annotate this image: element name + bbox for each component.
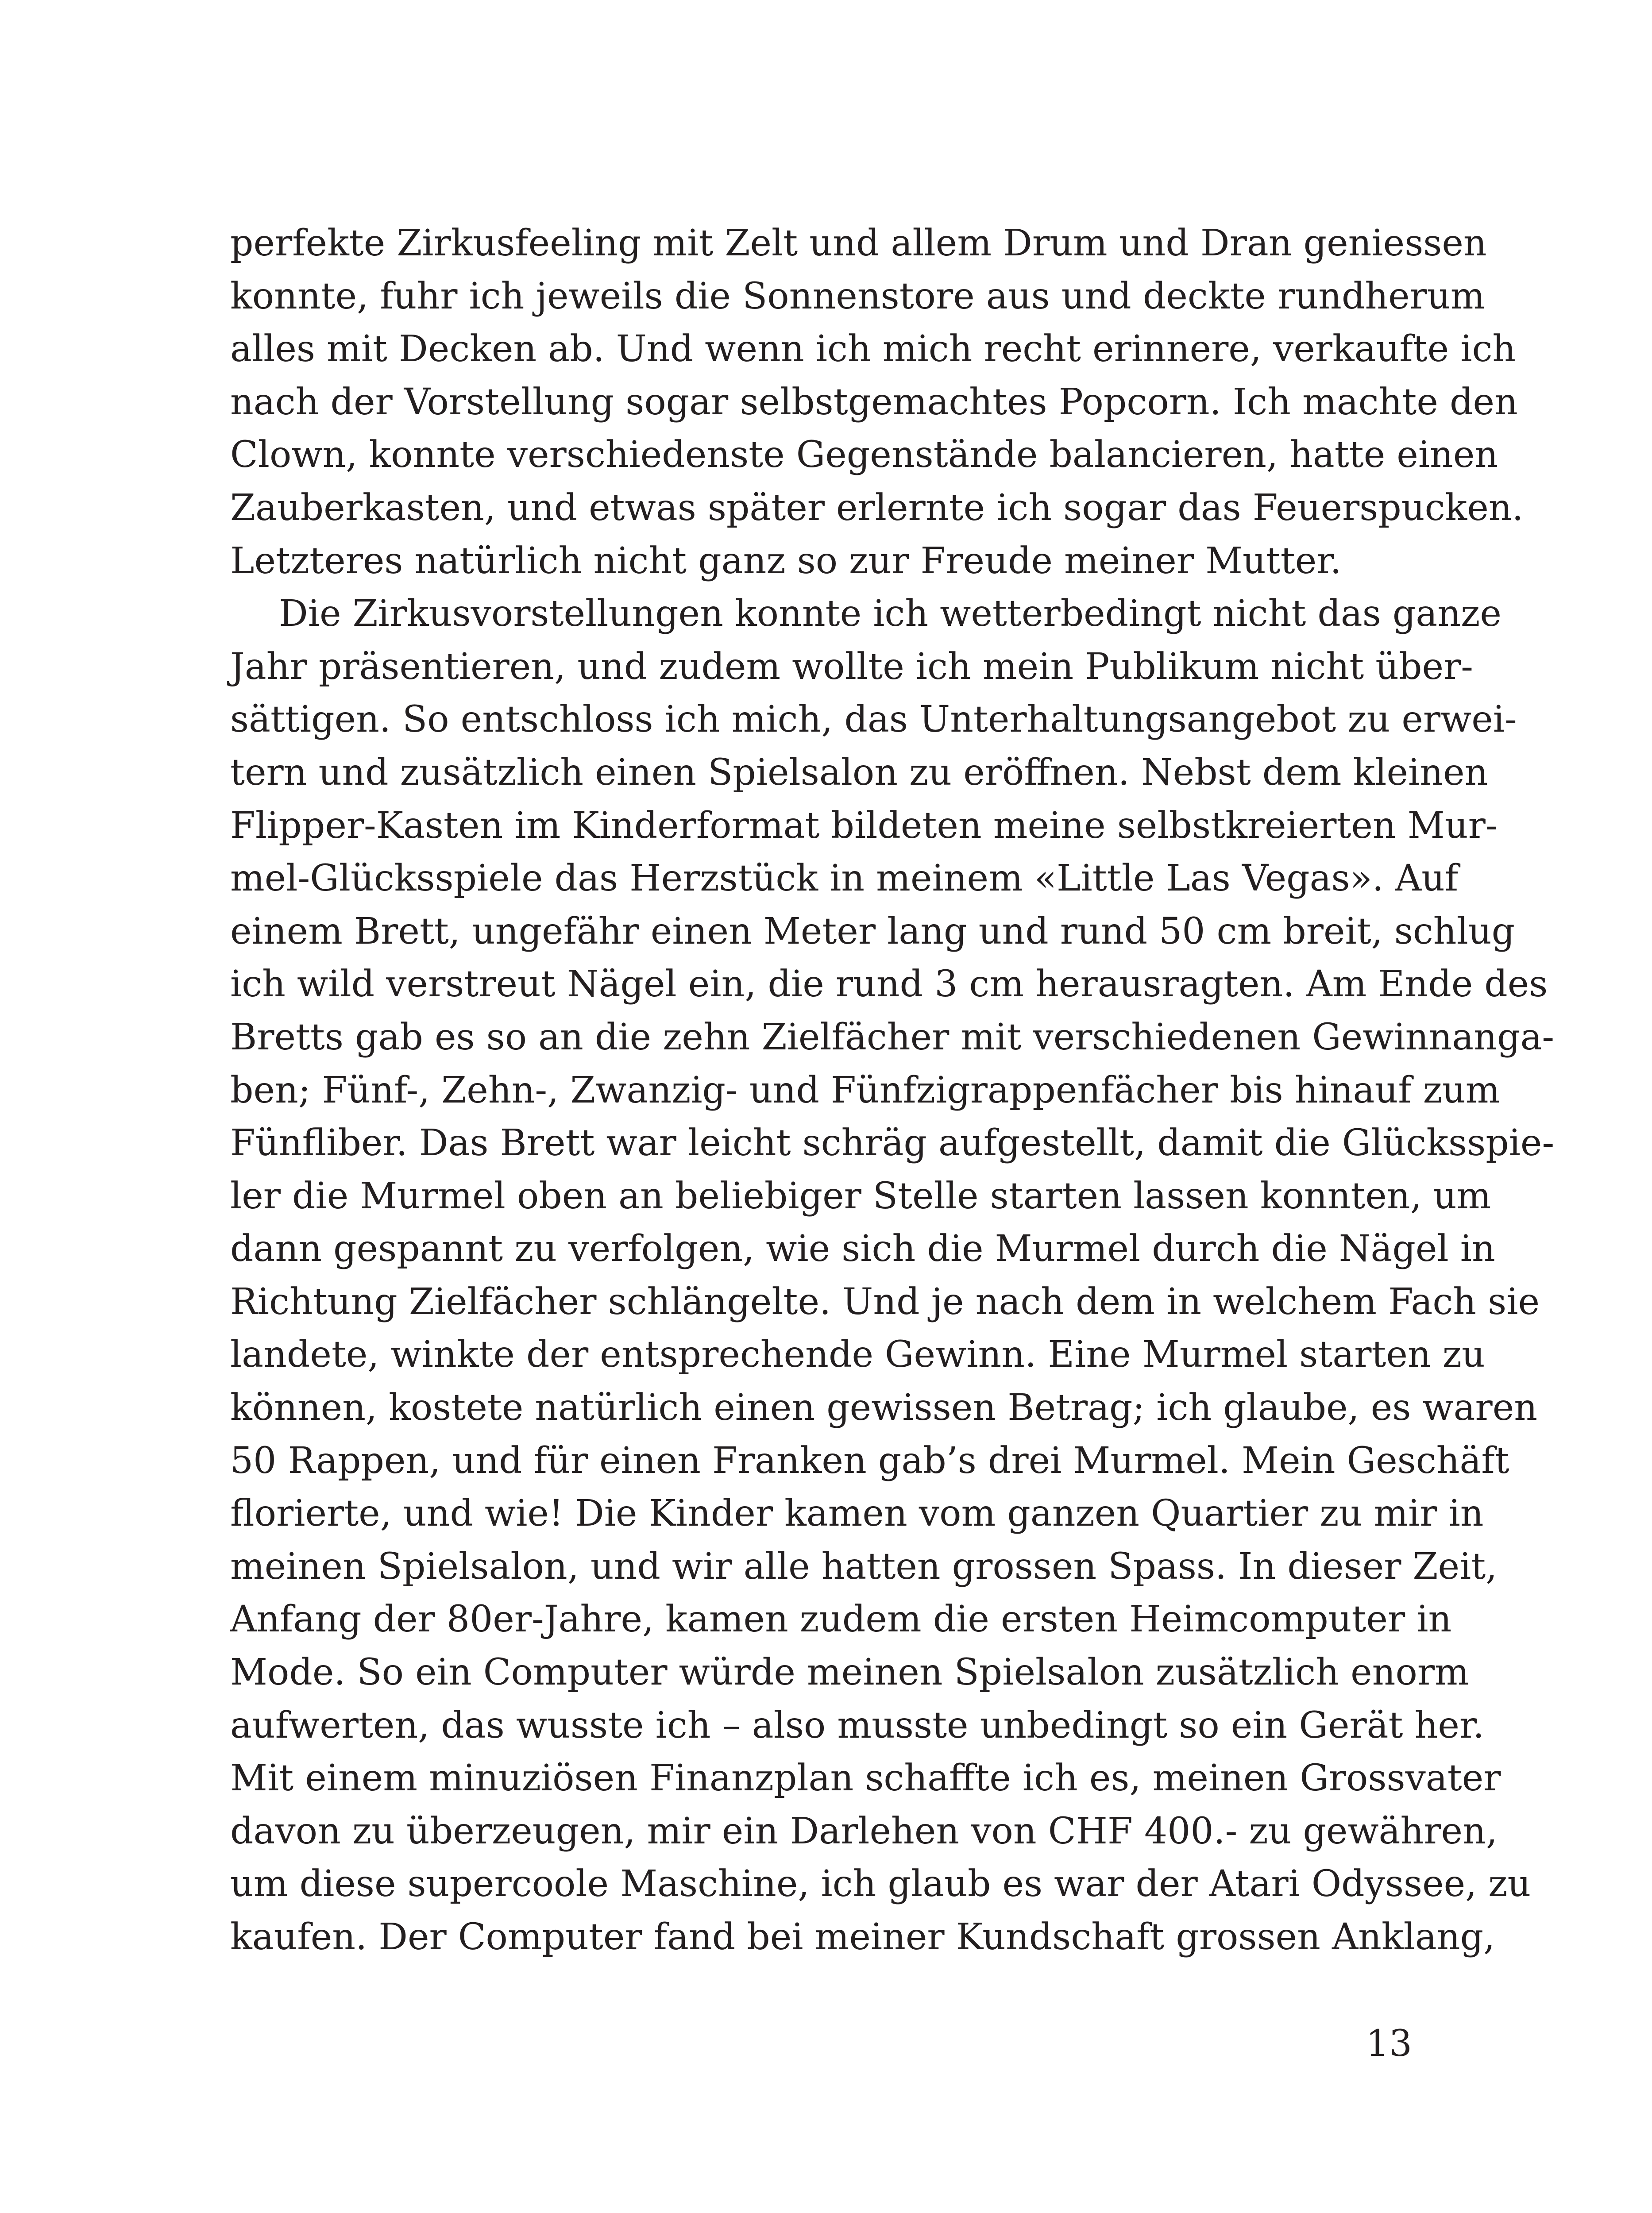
text-line: Jahr präsentieren, und zudem wollte ich mein Publikum nicht über- [230,645,1473,688]
text-line: um diese supercoole Maschine, ich glaub es war der Atari Odyssee, zu [230,1863,1531,1905]
text-line: aufwerten, das wusste ich – also musste unbedingt so ein Gerät her. [230,1704,1485,1746]
text-line: 50 Rappen, und für einen Franken gab’s drei Murmel. Mein Geschäft [230,1439,1509,1482]
text-line: tern und zusätzlich einen Spielsalon zu eröffnen. Nebst dem kleinen [230,751,1488,794]
text-line: Zauberkasten, und etwas später erlernte ich sogar das Feuerspucken. [230,486,1524,529]
text-line: ben; Fünf-, Zehn-, Zwanzig- und Fünfzigrappenfächer bis hinauf zum [230,1069,1500,1111]
text-line: Flipper-Kasten im Kinderformat bildeten meine selbstkreierten Mur- [230,804,1498,847]
text-line: ich wild verstreut Nägel ein, die rund 3 cm herausragten. Am Ende des [230,963,1548,1006]
text-line: nach der Vorstellung sogar selbstgemachtes Popcorn. Ich machte den [230,381,1518,423]
text-line: Die Zirkusvorstellungen konnte ich wetterbedingt nicht das ganze [279,593,1501,635]
text-line: dann gespannt zu verfolgen, wie sich die Murmel durch die Nägel in [230,1228,1495,1270]
text-line: ler die Murmel oben an beliebiger Stelle starten lassen konnten, um [230,1175,1491,1217]
text-line: landete, winkte der entsprechende Gewinn. Eine Murmel starten zu [230,1334,1485,1376]
text-line: Mode. So ein Computer würde meinen Spielsalon zusätzlich enorm [230,1651,1469,1694]
text-line: sättigen. So entschloss ich mich, das Unterhaltungsangebot zu erwei- [230,698,1517,741]
text-line: können, kostete natürlich einen gewissen Betrag; ich glaube, es waren [230,1387,1538,1429]
text-line: meinen Spielsalon, und wir alle hatten grossen Spass. In dieser Zeit, [230,1545,1498,1588]
text-line: Richtung Zielfächer schlängelte. Und je nach dem in welchem Fach sie [230,1280,1540,1323]
text-line: florierte, und wie! Die Kinder kamen vom ganzen Quartier zu mir in [230,1492,1484,1535]
text-line: Anfang der 80er-Jahre, kamen zudem die ersten Heimcomputer in [230,1598,1452,1641]
text-line: Mit einem minuziösen Finanzplan schaffte ich es, meinen Grossvater [230,1757,1501,1800]
text-line: Letzteres natürlich nicht ganz so zur Freude meiner Mutter. [230,540,1342,582]
page-number: 13 [1366,2023,1412,2065]
text-line: konnte, fuhr ich jeweils die Sonnenstore aus und deckte rundherum [230,275,1485,317]
text-line: Bretts gab es so an die zehn Zielfächer mit verschiedenen Gewinnanga- [230,1016,1555,1058]
text-line: einem Brett, ungefähr einen Meter lang und rund 50 cm breit, schlug [230,910,1515,952]
text-line: alles mit Decken ab. Und wenn ich mich recht erinnere, verkaufte ich [230,328,1516,370]
text-line: kaufen. Der Computer fand bei meiner Kundschaft grossen Anklang, [230,1916,1495,1958]
text-line: davon zu überzeugen, mir ein Darlehen von CHF 400.- zu gewähren, [230,1810,1498,1852]
body-text [230,217,1555,1964]
text-line: mel-Glücksspiele das Herzstück in meinem «Little Las Vegas». Auf [230,857,1459,900]
text-line: perfekte Zirkusfeeling mit Zelt und allem Drum und Dran geniessen [230,222,1487,264]
text-line: Clown, konnte verschiedenste Gegenstände balancieren, hatte einen [230,434,1498,476]
text-line: Fünfliber. Das Brett war leicht schräg aufgestellt, damit die Glücksspie- [230,1122,1555,1164]
